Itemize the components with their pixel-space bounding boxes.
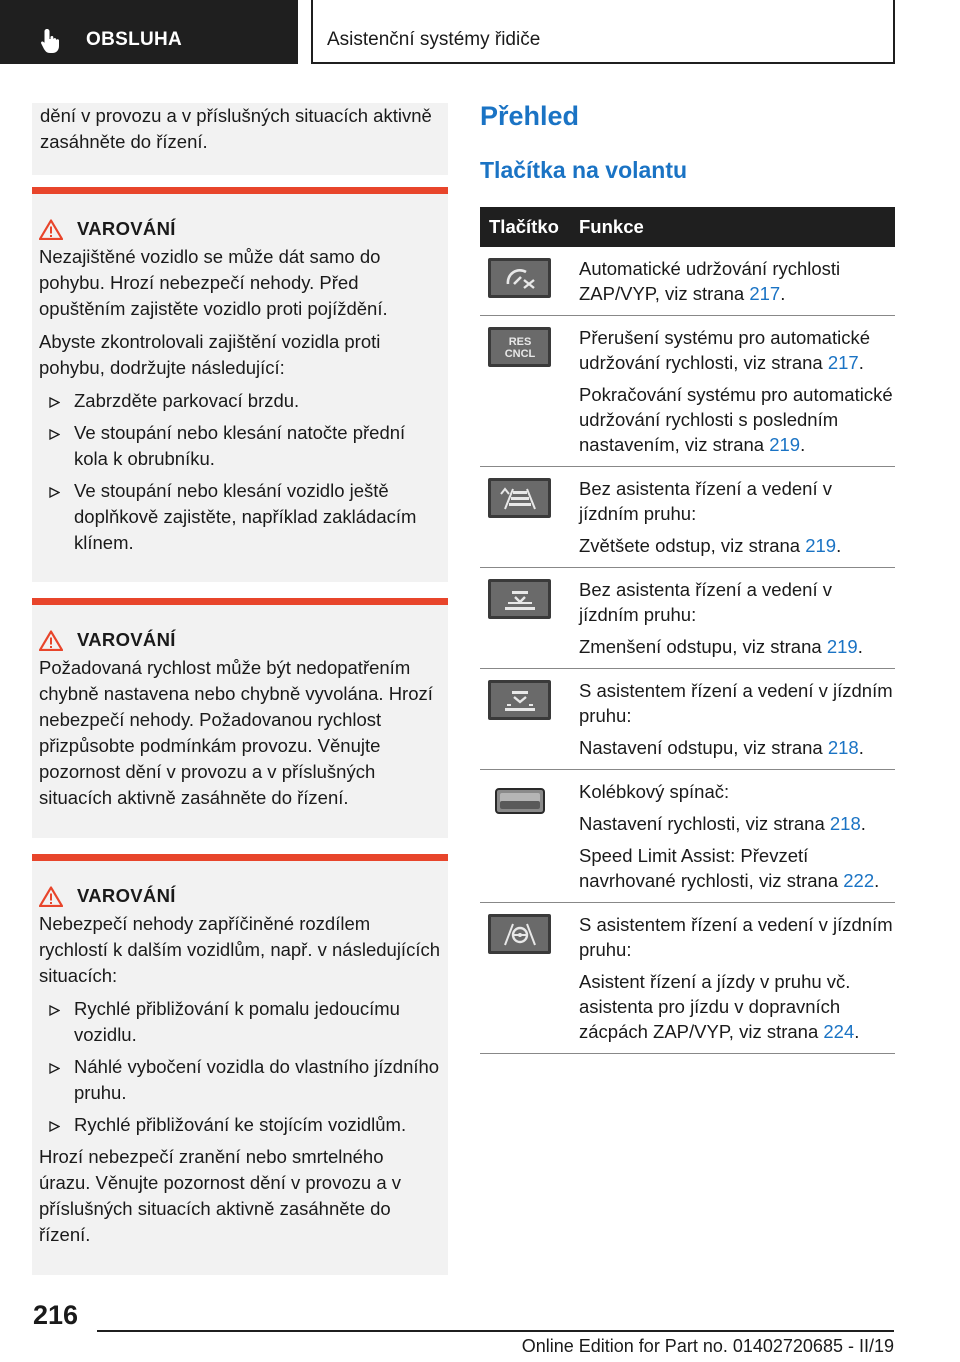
page-link[interactable]: 218 (829, 813, 861, 834)
function-text (579, 325, 895, 375)
page-link[interactable]: 224 (823, 1021, 855, 1042)
bullet-triangle-icon (49, 397, 60, 408)
sub-heading: Tlačítka na volantu (480, 157, 688, 183)
column-header-function: Funkce (579, 216, 644, 237)
chapter-title: Asistenční systémy řidiče (327, 29, 541, 50)
footer-rule (97, 1330, 894, 1332)
table-cell-button (480, 779, 579, 893)
bullet-triangle-icon (49, 429, 60, 440)
table-header (480, 207, 895, 247)
list-item-text: Ve stoupání nebo klesání natočte přední kola k obrubníku. (74, 422, 406, 469)
page-heading: Přehled (480, 101, 580, 131)
page-link[interactable]: 219 (769, 434, 801, 455)
warning-label: VAROVÁNÍ (77, 218, 176, 239)
right-column (480, 101, 895, 1054)
warning-label: VAROVÁNÍ (77, 885, 176, 906)
intro-text: dění v provozu a v příslušných situacích aktivně zasáhněte do řízení. (40, 105, 432, 152)
function-text (579, 969, 895, 1044)
sentence-end: . (858, 737, 864, 758)
function-description: Kolébkový spínač: (579, 781, 730, 802)
list-item-text: Ve stoupání nebo klesání vozidlo ještě doplňkově zajistěte, například zakládacím klínem. (74, 480, 417, 553)
function-text (579, 533, 895, 558)
warnings-container (32, 175, 448, 1275)
list-item-text: Náhlé vybočení vozidla do vlastního jízdního pruhu. (74, 1056, 440, 1103)
column-header-button: Tlačítko (489, 216, 559, 237)
table-cell-function (579, 912, 895, 1044)
list-item (39, 478, 440, 556)
warning-text: Nebezpečí nehody zapříčiněné rozdílem rychlostí k dalším vozidlům, např. v následujících situacích: (39, 913, 440, 986)
table-row (480, 669, 895, 770)
table-row (480, 247, 895, 316)
warning-text: Hrozí nebezpečí zranění nebo smrtelného úrazu. Věnujte pozornost dění v provozu a v příslušných situacích aktivně zasáhněte do řízení. (39, 1146, 401, 1245)
res-cncl-icon (488, 327, 551, 367)
function-text (579, 735, 895, 760)
function-description: Zvětšete odstup, viz strana (579, 535, 806, 556)
page-link[interactable]: 218 (827, 737, 859, 758)
table-row (480, 770, 895, 903)
bullet-triangle-icon (49, 1063, 60, 1074)
list-item-text: Zabrzděte parkovací brzdu. (74, 390, 300, 411)
steering-assistant-icon (488, 914, 551, 954)
function-text (579, 382, 895, 457)
page-link[interactable]: 217 (749, 283, 781, 304)
function-text (579, 256, 895, 306)
table-cell-button (480, 325, 579, 457)
warning-header (39, 214, 440, 244)
function-description: Asistent řízení a jízdy v pruhu vč. asistenta pro jízdu v dopravních zácpách ZAP/VYP, viz strana (579, 971, 851, 1042)
warning-list (39, 996, 440, 1138)
table-row (480, 316, 895, 467)
warning-box (32, 187, 448, 582)
list-item (39, 1112, 440, 1138)
sentence-end: . (854, 1021, 860, 1042)
function-description: S asistentem řízení a vedení v jízdním pruhu: (579, 914, 893, 960)
section-title: OBSLUHA (86, 29, 183, 50)
warning-text: Abyste zkontrolovali zajištění vozidla proti pohybu, dodržujte následující: (39, 331, 381, 378)
sentence-end: . (780, 283, 786, 304)
function-text (579, 811, 895, 836)
list-item (39, 420, 440, 472)
list-item (39, 1054, 440, 1106)
function-description: Speed Limit Assist: Převzetí navrhované rychlosti, viz strana (579, 845, 844, 891)
distance-increase-icon (488, 478, 551, 518)
function-description: Bez asistenta řízení a vedení v jízdním pruhu: (579, 579, 832, 625)
table-cell-button (480, 678, 579, 760)
function-description: Nastavení rychlosti, viz strana (579, 813, 830, 834)
function-text (579, 843, 895, 893)
bullet-triangle-icon (49, 487, 60, 498)
function-description: Automatické udržování rychlosti ZAP/VYP, viz strana (579, 258, 841, 304)
distance-decrease-icon (488, 579, 551, 619)
function-text (579, 779, 895, 804)
list-item (39, 388, 440, 414)
function-description: S asistentem řízení a vedení v jízdním pruhu: (579, 680, 893, 726)
function-description: Nastavení odstupu, viz strana (579, 737, 828, 758)
sentence-end: . (836, 535, 842, 556)
function-text (579, 577, 895, 627)
sentence-end: . (860, 813, 866, 834)
section-tab (0, 0, 298, 64)
hand-pointer-icon (40, 28, 64, 54)
table-cell-function (579, 325, 895, 457)
table-cell-function (579, 577, 895, 659)
table-cell-function (579, 476, 895, 558)
table-row (480, 903, 895, 1054)
page-link[interactable]: 222 (843, 870, 875, 891)
warning-header (39, 881, 440, 911)
table-cell-function (579, 779, 895, 893)
table-cell-button (480, 912, 579, 1044)
warning-text: Požadovaná rychlost může být nedopatřením chybně nastavena nebo chybně vyvolána. Hrozí nebezpečí nehody. Požadovanou rychlost přizpůsobte podmínkám provozu. Věnujte pozornost dění v provozu a v příslušných situacích aktivně zasáhněte do řízení. (39, 657, 433, 808)
warning-box (32, 854, 448, 1275)
page-number: 216 (33, 1300, 79, 1330)
edition-note: Online Edition for Part no. 01402720685 - II/19 (521, 1336, 894, 1356)
warning-box (32, 598, 448, 838)
function-text (579, 912, 895, 962)
sentence-end: . (874, 870, 880, 891)
rocker-switch-icon (488, 781, 551, 821)
left-column (32, 103, 448, 1275)
function-text (579, 634, 895, 659)
list-item-text: Rychlé přibližování k pomalu jedoucímu vozidlu. (74, 998, 400, 1045)
table-row (480, 467, 895, 568)
list-item-text: Rychlé přibližování ke stojícím vozidlům. (74, 1114, 407, 1135)
svg-text:RES: RES (508, 336, 531, 348)
page-link[interactable]: 219 (826, 636, 858, 657)
table-row (480, 568, 895, 669)
table-cell-button (480, 476, 579, 558)
sentence-end: . (800, 434, 806, 455)
warning-list (39, 388, 440, 556)
warning-text: Nezajištěné vozidlo se může dát samo do pohybu. Hrozí nebezpečí nehody. Před opuštěním zajistěte vozidlo proti pojíždění. (39, 246, 388, 319)
warning-triangle-icon (39, 630, 63, 651)
table-body (480, 247, 895, 1054)
bullet-triangle-icon (49, 1005, 60, 1016)
function-text (579, 678, 895, 728)
sentence-end: . (858, 352, 864, 373)
function-description: Bez asistenta řízení a vedení v jízdním pruhu: (579, 478, 832, 524)
chapter-tab (311, 0, 895, 64)
warning-header (39, 625, 440, 655)
function-description: Přerušení systému pro automatické udržování rychlosti, viz strana (579, 327, 870, 373)
function-description: Pokračování systému pro automatické udržování rychlosti s posledním nastavením, viz strana (579, 384, 893, 455)
warning-label: VAROVÁNÍ (77, 629, 176, 650)
distance-setting-icon (488, 680, 551, 720)
function-text (579, 476, 895, 526)
table-cell-function (579, 256, 895, 306)
svg-text:CNCL: CNCL (504, 348, 535, 360)
page-link[interactable]: 219 (805, 535, 837, 556)
sentence-end: . (857, 636, 863, 657)
table-cell-button (480, 577, 579, 659)
table-cell-function (579, 678, 895, 760)
list-item (39, 996, 440, 1048)
intro-box (32, 103, 448, 175)
page-link[interactable]: 217 (827, 352, 859, 373)
warning-triangle-icon (39, 219, 63, 240)
table-cell-button (480, 256, 579, 306)
cruise-control-icon (488, 258, 551, 298)
function-description: Zmenšení odstupu, viz strana (579, 636, 827, 657)
bullet-triangle-icon (49, 1121, 60, 1132)
warning-triangle-icon (39, 886, 63, 907)
